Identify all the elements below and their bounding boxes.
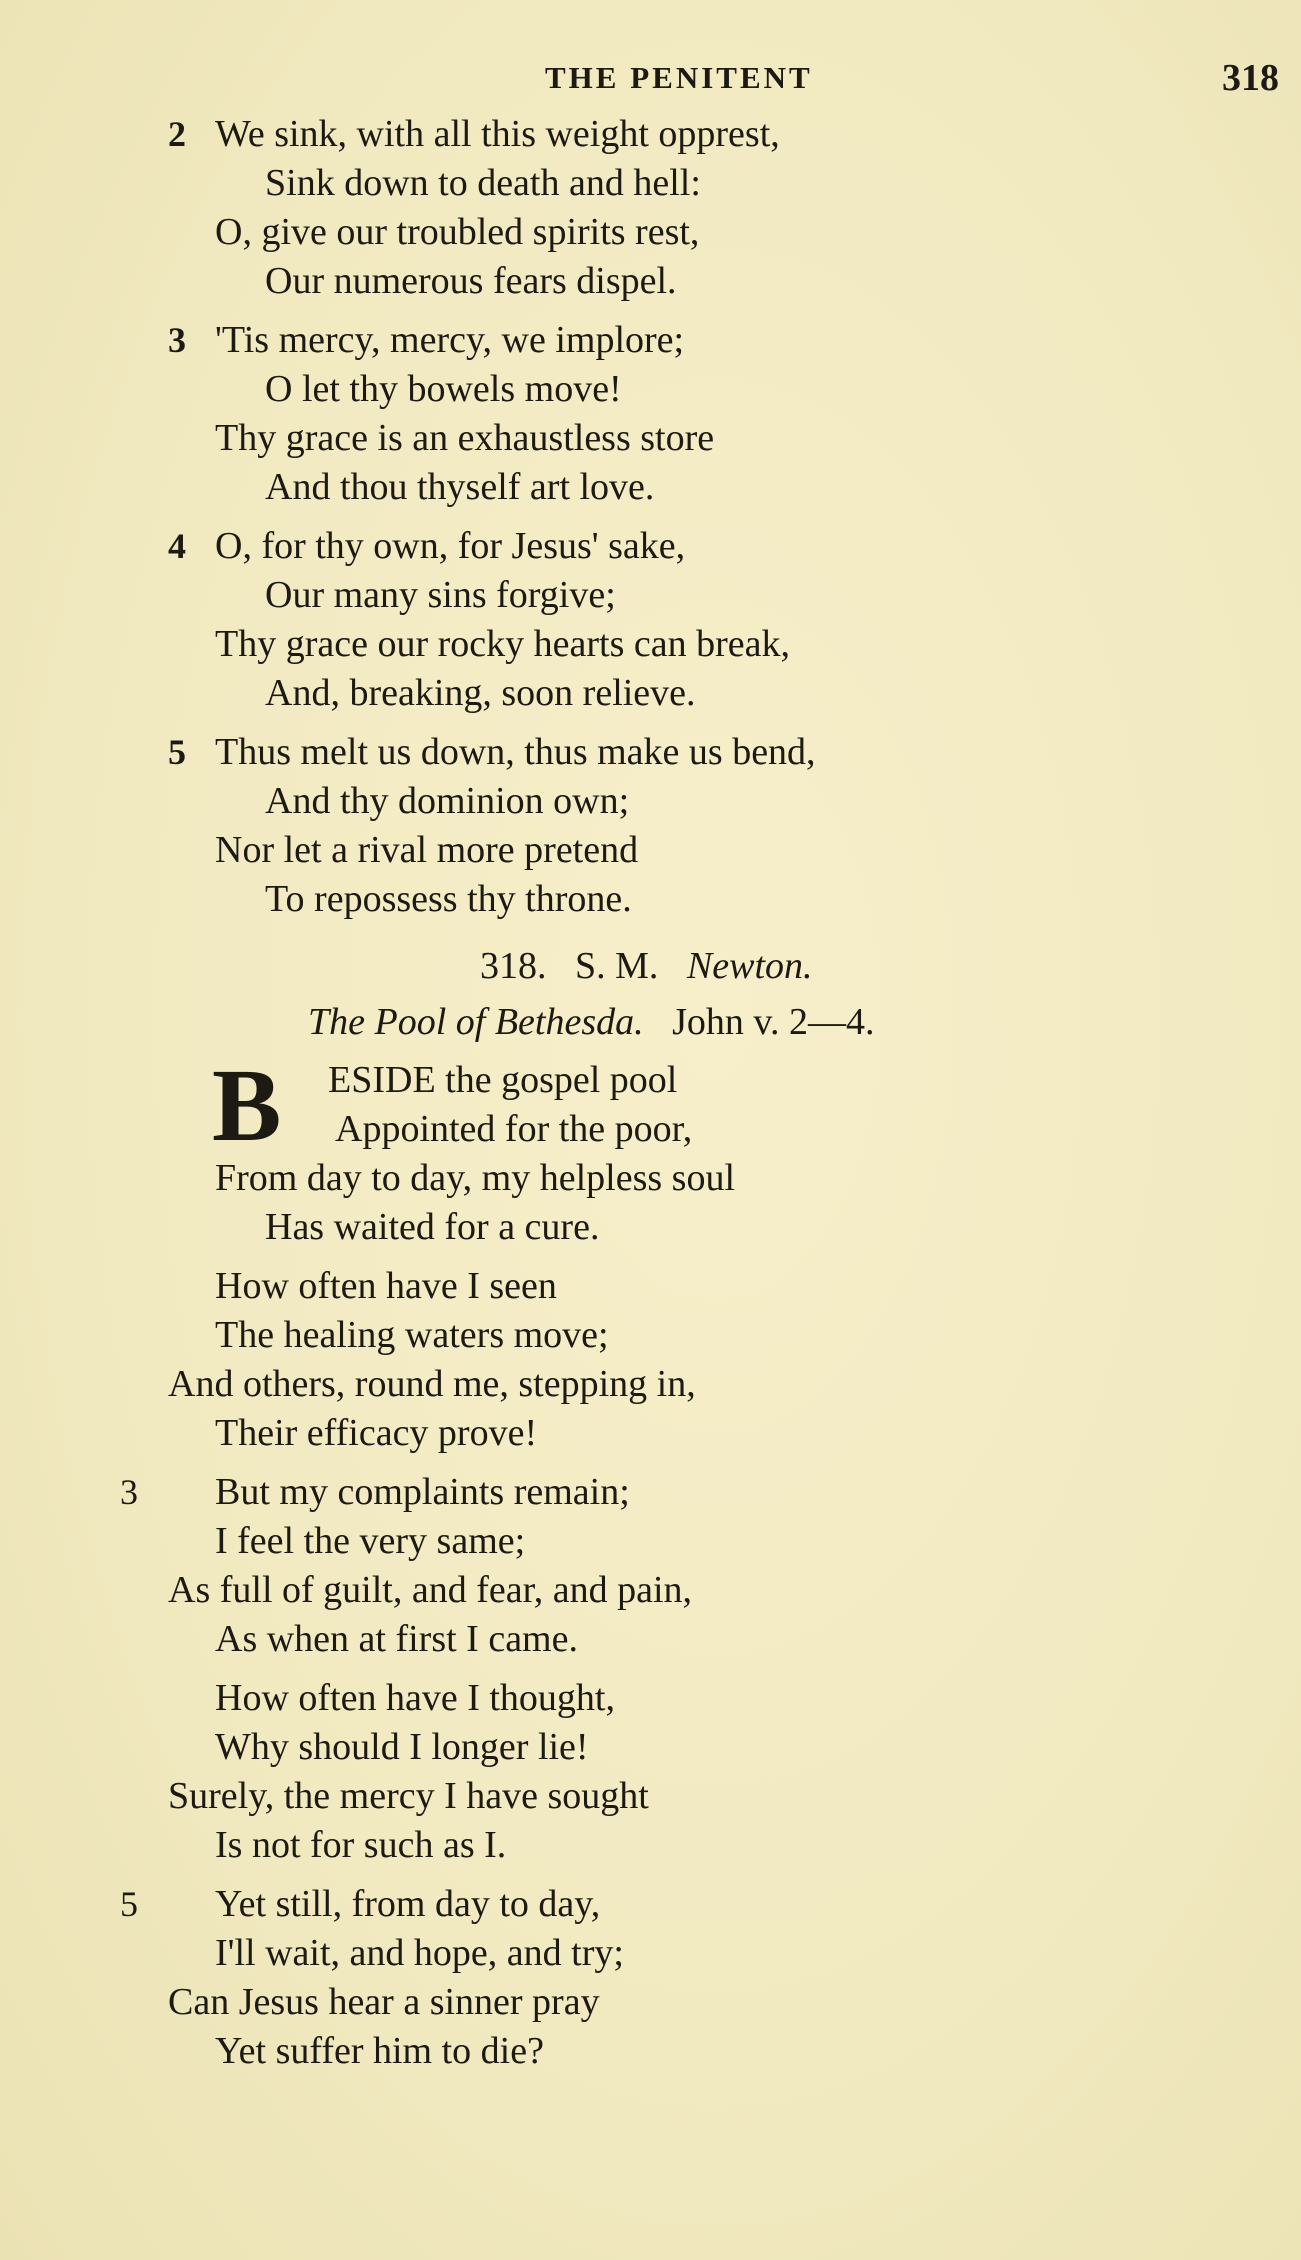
verse-line: And thou thyself art love. xyxy=(265,466,655,508)
verse-line xyxy=(0,110,1301,159)
verse-line xyxy=(0,1468,1301,1517)
stanza-2 xyxy=(0,1262,1301,1458)
verse-line: Surely, the mercy I have sought xyxy=(168,1775,649,1817)
verse-line: And thy dominion own; xyxy=(265,780,630,822)
line-text: O, for thy own, for Jesus' sake, xyxy=(215,525,686,567)
verse-line: Thy grace our rocky hearts can break, xyxy=(215,623,790,665)
prev-stanza-3 xyxy=(0,316,1301,512)
verse-line: And, breaking, soon relieve. xyxy=(265,672,696,714)
verse-line: O, give our troubled spirits rest, xyxy=(215,211,700,253)
page-number: 318 xyxy=(1222,57,1279,99)
prev-stanza-4 xyxy=(0,522,1301,718)
verse-line: How often have I seen xyxy=(215,1265,557,1307)
verse-line: Their efficacy prove! xyxy=(215,1412,538,1454)
verse-line: Nor let a rival more pretend xyxy=(215,829,639,871)
verse-number: 2 xyxy=(168,114,186,154)
verse-line xyxy=(0,1880,1301,1929)
verse-line: Has waited for a cure. xyxy=(265,1206,600,1248)
scripture-reference: John v. 2—4. xyxy=(672,1001,875,1043)
verse-line: Our numerous fears dispel. xyxy=(265,260,677,302)
verse-line: Can Jesus hear a sinner pray xyxy=(168,1981,600,2023)
verse-line: Appointed for the poor, xyxy=(335,1108,693,1150)
verse-line: And others, round me, stepping in, xyxy=(168,1363,696,1405)
verse-number: 3 xyxy=(168,320,186,360)
hymn-header xyxy=(0,938,1301,994)
verse-line: Yet suffer him to die? xyxy=(215,2030,544,2072)
verse-line xyxy=(0,728,1301,777)
stanza-4 xyxy=(0,1674,1301,1870)
hymn-meter: S. M. xyxy=(575,945,659,987)
stanza-5 xyxy=(0,1880,1301,2076)
prev-stanza-2 xyxy=(0,110,1301,306)
verse-line: As when at first I came. xyxy=(215,1618,578,1660)
verse-number: 5 xyxy=(168,732,186,772)
verse-line: Sink down to death and hell: xyxy=(265,162,701,204)
stanza-1 xyxy=(0,1048,1301,1252)
line-text: Yet still, from day to day, xyxy=(215,1883,601,1925)
hymn-number: 318. xyxy=(480,945,547,987)
verse-line: As full of guilt, and fear, and pain, xyxy=(168,1569,693,1611)
verse-line: Is not for such as I. xyxy=(215,1824,507,1866)
verse-line: Thy grace is an exhaustless store xyxy=(215,417,715,459)
drop-cap: B xyxy=(212,1048,282,1163)
subtitle-text: The Pool of Bethesda. xyxy=(308,1001,644,1043)
running-title: THE PENITENT xyxy=(545,60,813,95)
page-content xyxy=(0,110,1301,2086)
hymn-subtitle xyxy=(0,994,1301,1050)
line-text: 'Tis mercy, mercy, we implore; xyxy=(215,319,685,361)
verse-number: 5 xyxy=(120,1884,138,1924)
verse-line: ESIDE the gospel pool xyxy=(328,1059,678,1101)
verse-line: Our many sins forgive; xyxy=(265,574,616,616)
verse-line: To repossess thy throne. xyxy=(265,878,632,920)
verse-line: I feel the very same; xyxy=(215,1520,526,1562)
line-text: Thus melt us down, thus make us bend, xyxy=(215,731,816,773)
line-text: But my complaints remain; xyxy=(215,1471,630,1513)
verse-line: The healing waters move; xyxy=(215,1314,609,1356)
stanza-3 xyxy=(0,1468,1301,1664)
hymn-author: Newton. xyxy=(686,945,813,987)
verse-line xyxy=(0,316,1301,365)
verse-line: I'll wait, and hope, and try; xyxy=(215,1932,624,1974)
verse-number: 3 xyxy=(120,1472,138,1512)
verse-line: Why should I longer lie! xyxy=(215,1726,589,1768)
verse-line xyxy=(0,522,1301,571)
line-text: We sink, with all this weight opprest, xyxy=(215,113,780,155)
verse-line: From day to day, my helpless soul xyxy=(215,1157,735,1199)
verse-line: O let thy bowels move! xyxy=(265,368,622,410)
verse-line: How often have I thought, xyxy=(215,1677,615,1719)
verse-number: 4 xyxy=(168,526,186,566)
prev-stanza-5 xyxy=(0,728,1301,924)
